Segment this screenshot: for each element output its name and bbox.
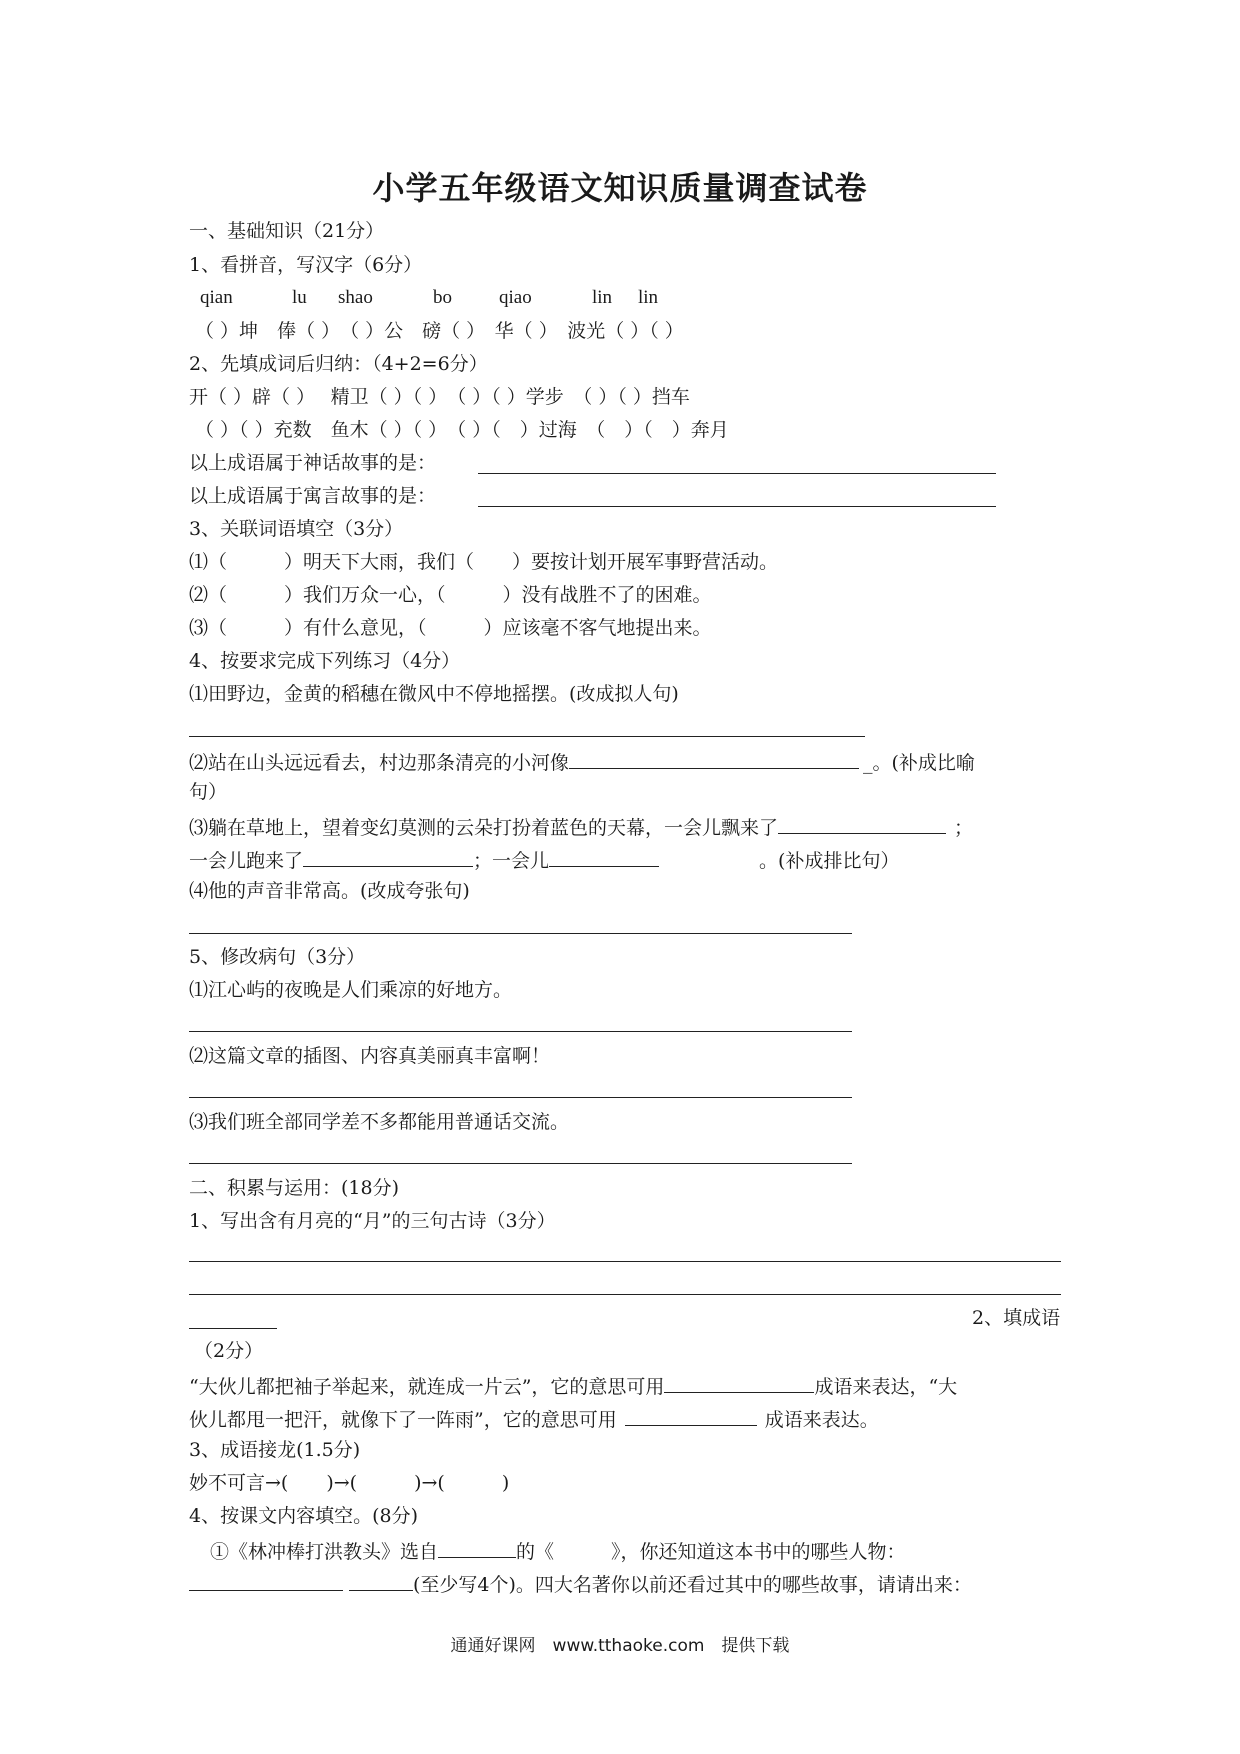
q3-item-1: ⑴（ ）明天下大雨，我们（ ）要按计划开展军事野营活动。 bbox=[189, 551, 779, 573]
q4-item-3-blank-2[interactable] bbox=[303, 846, 473, 867]
q1-blanks-line: （ ）坤 俸（ ） （ ）公 磅（ ） 华（ ） 波光（ ）（ ） bbox=[195, 320, 684, 342]
q5-heading: 5、修改病句（3分） bbox=[189, 946, 366, 968]
q3-item-2: ⑵（ ）我们万众一心，（ ）没有战胜不了的困难。 bbox=[189, 584, 712, 606]
q5-item-2: ⑵这篇文章的插图、内容真美丽真丰富啊！ bbox=[189, 1045, 551, 1067]
pinyin-bo: bo bbox=[433, 287, 452, 308]
p2-q4-blank-2[interactable] bbox=[189, 1570, 343, 1591]
p2-q2-label: 2、填成语 bbox=[972, 1307, 1061, 1329]
pinyin-qian: qian bbox=[200, 287, 233, 308]
q2-row1: 开（ ）辟（ ） 精卫（ ）（ ） （ ）（ ）学步 （ ）（ ）挡车 bbox=[189, 386, 690, 408]
p2-q1-answer-line-3[interactable] bbox=[189, 1328, 277, 1329]
p2-q4-heading: 4、按课文内容填空。(8分) bbox=[189, 1505, 419, 1527]
q3-heading: 3、关联词语填空（3分） bbox=[189, 518, 404, 540]
q4-item-2-blank[interactable] bbox=[569, 748, 859, 769]
p2-q2-line-2-suffix: 成语来表达。 bbox=[764, 1409, 879, 1431]
p2-q2-blank-1[interactable] bbox=[664, 1372, 814, 1393]
q5-item-1: ⑴江心屿的夜晚是人们乘凉的好地方。 bbox=[189, 979, 513, 1001]
q4-item-2-cont: 句） bbox=[189, 781, 228, 803]
p2-q4-line-1-text: ①《林冲棒打洪教头》选自 bbox=[210, 1541, 439, 1563]
q4-item-3: ⑶躺在草地上，望着变幻莫测的云朵打扮着蓝色的天幕，一会儿飘来了 ； bbox=[189, 813, 973, 840]
p2-q1-answer-line-2[interactable] bbox=[189, 1294, 1061, 1295]
p2-q1-answer-line-1[interactable] bbox=[189, 1261, 1061, 1262]
p2-q4-blank-1[interactable] bbox=[438, 1537, 516, 1558]
q2-myth-answer-line[interactable] bbox=[478, 473, 996, 474]
p2-q4-line-1 bbox=[210, 1537, 906, 1564]
part1-heading: 一、基础知识（21分） bbox=[189, 220, 385, 242]
p2-q4-line-1-suffix: 的《 》，你还知道这本书中的哪些人物： bbox=[516, 1541, 906, 1563]
q4-item-4: ⑷他的声音非常高。(改成夸张句) bbox=[189, 880, 470, 902]
pinyin-lu: lu bbox=[292, 287, 307, 308]
p2-q1-heading: 1、写出含有月亮的“月”的三句古诗（3分） bbox=[189, 1210, 556, 1232]
p2-q2-line-1-text: “大伙儿都把袖子举起来，就连成一片云”，它的意思可用 bbox=[189, 1376, 665, 1398]
p2-q4-blank-3[interactable] bbox=[349, 1570, 413, 1591]
footer-credit: 通通好课网 www.tthaoke.com 提供下载 bbox=[450, 1636, 790, 1656]
page-title: 小学五年级语文知识质量调查试卷 bbox=[372, 169, 868, 207]
q4-heading: 4、按要求完成下列练习（4分） bbox=[189, 650, 461, 672]
pinyin-shao: shao bbox=[338, 287, 373, 308]
q1-heading: 1、看拼音，写汉字（6分） bbox=[189, 254, 423, 276]
p2-q2-line-2-text: 伙儿都甩一把汗，就像下了一阵雨”，它的意思可用 bbox=[189, 1409, 617, 1431]
q5-item-1-answer-line[interactable] bbox=[189, 1031, 852, 1032]
q4-item-3-blank-3[interactable] bbox=[549, 846, 659, 867]
p2-q3-line: 妙不可言→( )→( )→( ) bbox=[189, 1472, 510, 1494]
q4-item-1: ⑴田野边，金黄的稻穗在微风中不停地摇摆。(改成拟人句) bbox=[189, 683, 679, 705]
q2-fable-answer-line[interactable] bbox=[478, 506, 996, 507]
q2-myth-label: 以上成语属于神话故事的是： bbox=[189, 452, 437, 474]
q4-item-2-text: ⑵站在山头远远看去，村边那条清亮的小河像 bbox=[189, 752, 570, 774]
p2-q4-line-2-text: (至少写4个)。四大名著你以前还看过其中的哪些故事，请请出来： bbox=[413, 1574, 972, 1596]
q4-item-1-answer-line[interactable] bbox=[189, 736, 865, 737]
q4-item-2-suffix: 。(补成比喻 bbox=[872, 752, 975, 774]
p2-q3-heading: 3、成语接龙(1.5分) bbox=[189, 1439, 361, 1461]
q2-row2: （ ）（ ）充数 鱼木（ ）（ ） （ ）（ ）过海 （ ）（ ）奔月 bbox=[195, 419, 729, 441]
p2-q2-blank-2[interactable] bbox=[625, 1405, 757, 1426]
pinyin-qiao: qiao bbox=[499, 287, 532, 308]
p2-q2-line-1-suffix: 成语来表达，“大 bbox=[814, 1376, 958, 1398]
p2-q2-line-2 bbox=[189, 1405, 879, 1432]
q3-item-3: ⑶（ ）有什么意见，（ ）应该毫不客气地提出来。 bbox=[189, 617, 712, 639]
q2-heading: 2、先填成词后归纳：（4+2=6分） bbox=[189, 353, 488, 375]
p2-q2-line-1 bbox=[189, 1372, 957, 1399]
q4-item-3-cont bbox=[189, 846, 899, 873]
part2-heading: 二、积累与运用：(18分) bbox=[189, 1177, 400, 1199]
p2-q2-score: （2分） bbox=[194, 1340, 264, 1362]
q4-item-3-label-3: ；一会儿 bbox=[473, 850, 550, 872]
q4-item-3-blank-1[interactable] bbox=[778, 813, 946, 834]
q5-item-3: ⑶我们班全部同学差不多都能用普通话交流。 bbox=[189, 1111, 570, 1133]
q4-item-3-text: ⑶躺在草地上，望着变幻莫测的云朵打扮着蓝色的天幕，一会儿飘来了 bbox=[189, 817, 779, 839]
pinyin-lin-2: lin bbox=[638, 287, 659, 308]
q5-item-3-answer-line[interactable] bbox=[189, 1163, 852, 1164]
q4-item-3-suffix: 。(补成排比句） bbox=[759, 850, 900, 872]
pinyin-lin-1: lin bbox=[592, 287, 613, 308]
q5-item-2-answer-line[interactable] bbox=[189, 1097, 852, 1098]
q2-fable-label: 以上成语属于寓言故事的是： bbox=[189, 485, 437, 507]
q4-item-3-label-2: 一会儿跑来了 bbox=[189, 850, 304, 872]
q4-item-2: ⑵站在山头远远看去，村边那条清亮的小河像 _。(补成比喻 bbox=[189, 748, 975, 775]
p2-q4-line-2 bbox=[189, 1570, 972, 1597]
q4-item-4-answer-line[interactable] bbox=[189, 933, 852, 934]
